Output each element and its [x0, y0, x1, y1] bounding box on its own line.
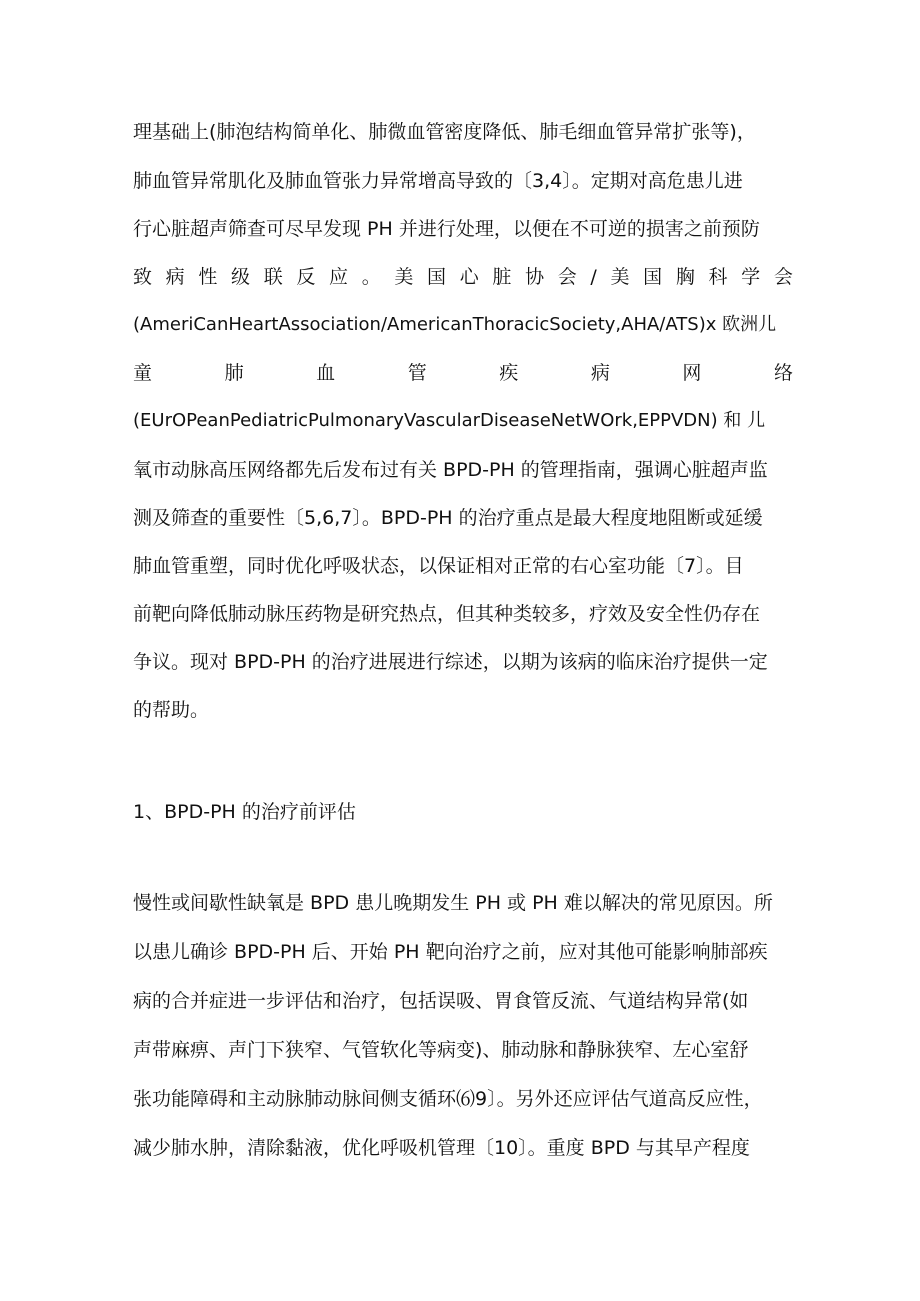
text-char: 。: [361, 266, 381, 288]
text-line: (AmeriCanHeartAssociation/AmericanThoracicSociety,AHA∕ATS)x 欧洲儿: [133, 314, 777, 335]
text-char: 肺: [224, 362, 244, 384]
text-char: 美: [394, 266, 414, 288]
text-char: 病: [590, 362, 610, 384]
text-line: 测及筛查的重要性〔5,6,7〕。BPD-PH 的治疗重点是最大程度地阻断或延缓: [133, 507, 763, 529]
text-line: 理基础上(肺泡结构简单化、肺微血管密度降低、肺毛细血管异常扩张等)，: [133, 121, 756, 143]
text-char: 会: [773, 266, 793, 288]
text-char: 胸: [675, 266, 695, 288]
text-char: 美: [610, 266, 630, 288]
text-char: 应: [329, 266, 349, 288]
text-line: (EUrOPeanPediatricPulmonaryVascularDiseaseNetWOrk,EPPVDN) 和 儿: [133, 410, 766, 431]
section-heading: 1、BPD-PH 的治疗前评估: [133, 801, 356, 823]
text-char: 疾: [499, 362, 519, 384]
text-char: /: [590, 266, 597, 288]
text-line: 慢性或间歇性缺氧是 BPD 患儿晚期发生 PH 或 PH 难以解决的常见原因。所: [133, 892, 773, 914]
text-char: 联: [263, 266, 283, 288]
text-char: 心: [459, 266, 479, 288]
text-char: 反: [296, 266, 316, 288]
text-char: 网: [682, 362, 702, 384]
text-char: 脏: [492, 266, 512, 288]
text-char: 国: [643, 266, 663, 288]
text-char: 管: [407, 362, 427, 384]
text-line-justified: [133, 265, 793, 289]
text-char: 国: [427, 266, 447, 288]
text-line: 声带麻痹、声门下狭窄、气管软化等病变)、肺动脉和静脉狭窄、左心室舒: [133, 1039, 749, 1061]
text-char: 病: [165, 266, 185, 288]
text-char: 科: [708, 266, 728, 288]
text-char: 血: [316, 362, 336, 384]
text-char: 级: [231, 266, 251, 288]
text-char: 童: [133, 362, 153, 384]
text-line-justified: [133, 361, 793, 385]
text-line: 以患儿确诊 BPD-PH 后、开始 PH 靶向治疗之前，应对其他可能影响肺部疾: [133, 941, 768, 963]
text-line: 氧市动脉高压网络都先后发布过有关 BPD-PH 的管理指南，强调心脏超声监: [133, 459, 768, 481]
text-char: 协: [525, 266, 545, 288]
text-line: 张功能障碍和主动脉肺动脉间侧支循环⑹9〕。另外还应评估气道高反应性，: [133, 1088, 763, 1110]
text-line: 行心脏超声筛查可尽早发现 PH 并进行处理，以便在不可逆的损害之前预防: [133, 218, 760, 240]
text-char: 性: [198, 266, 218, 288]
text-char: 学: [741, 266, 761, 288]
text-line: 争议。现对 BPD-PH 的治疗进展进行综述，以期为该病的临床治疗提供一定: [133, 651, 768, 673]
text-line: 病的合并症进一步评估和治疗，包括误吸、胃食管反流、气道结构异常(如: [133, 990, 749, 1012]
text-char: 会: [557, 266, 577, 288]
text-line: 肺血管重塑，同时优化呼吸状态，以保证相对正常的右心室功能〔7〕。目: [133, 555, 744, 577]
text-char: 致: [133, 266, 153, 288]
text-line: 的帮助。: [133, 699, 210, 721]
text-line: 肺血管异常肌化及肺血管张力异常增高导致的〔3,4〕。定期对高危患儿进: [133, 170, 743, 192]
text-char: 络: [773, 362, 793, 384]
text-line: 减少肺水肿，清除黏液，优化呼吸机管理〔10〕。重度 BPD 与其早产程度: [133, 1137, 750, 1159]
text-line: 前靶向降低肺动脉压药物是研究热点，但其种类较多，疗效及安全性仍存在: [133, 603, 761, 625]
